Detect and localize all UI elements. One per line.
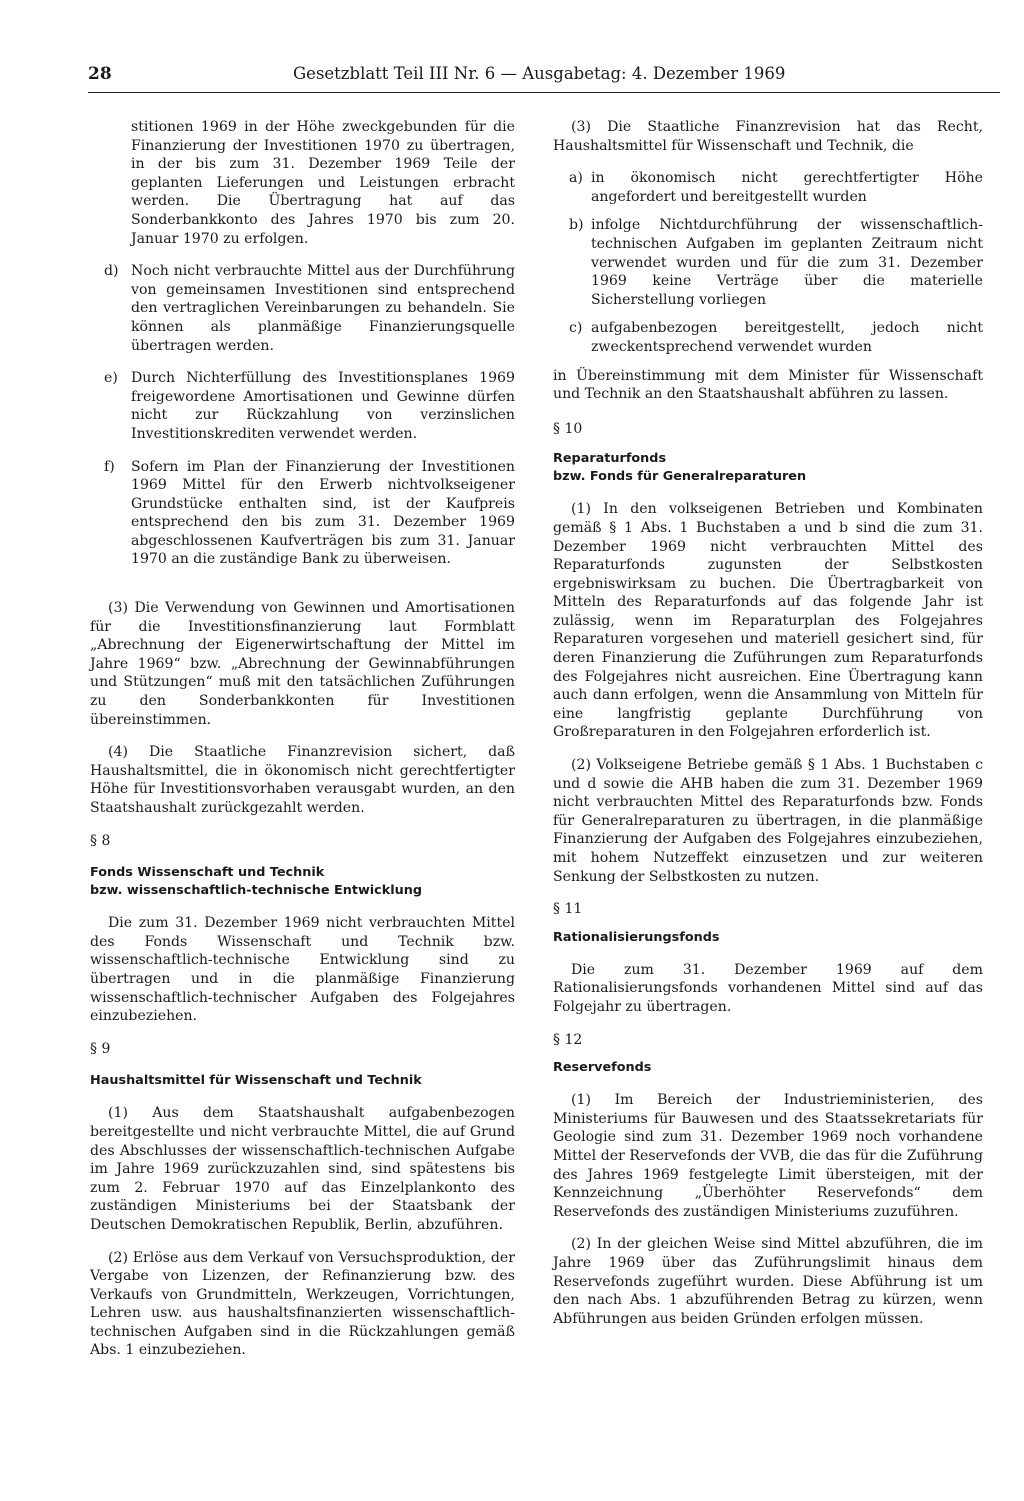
section-8-title [90,864,515,900]
section-8-title-line-1: Fonds Wissenschaft und Technik [90,865,325,881]
section-12-paragraph-2: (2) In der gleichen Weise sind Mittel abzuführen, die im Jahre 1969 über das Zuführungslimit hinaus dem Reservefonds zugeführt wurden. Diese Abführung ist um den nach Abs. 1 abzuführenden Betrag zu kürzen, wenn Abführungen aus beiden Gründen erfolgen müssen. [553,1236,983,1327]
item-c-continuation: stitionen 1969 in der Höhe zweckgebunden für die Finanzierung der Investitionen 1970 zu übertragen, in der bis zum 31. Dezember 1969 Teile der geplanten Lieferungen und Leistungen erbracht werden. Die Übertragung hat auf das Sonderbankkonto des Jahres 1970 bis zum 20. Januar 1970 zu erfolgen. [131,119,515,247]
list-item-a [553,169,983,206]
section-10-title-line-2: bzw. Fonds für Generalreparaturen [553,469,807,485]
section-10-title-line-1: Reparaturfonds [553,451,667,467]
left-column [90,118,515,1374]
list-item-e [90,369,515,443]
section-11-paragraph: Die zum 31. Dezember 1969 auf dem Rationalisierungsfonds vorhandenen Mittel sind auf das Folgejahr zu übertragen. [553,961,983,1015]
item-label: a) [569,170,583,187]
section-9-number: § 9 [90,1040,111,1057]
section-9-paragraph-1: (1) Aus dem Staatshaushalt aufgabenbezogen bereitgestellte und nicht verbrauchte Mittel, die auf Grund des Abschlusses der wissenschaftlich-technischen Aufgabe im Jahre 1969 zurückzuzahlen sind, sind spätestens bis zum 2. Februar 1970 auf das Einzelplankonto des zuständigen Ministeriums bei der Staatsbank der Deutschen Demokratischen Republik, Berlin, abzuführen. [90,1105,515,1233]
section-10-title [553,450,983,486]
item-text: aufgabenbezogen bereitgestellt, jedoch nicht zweckentsprechend verwendet wurden [591,320,983,355]
item-text: Sofern im Plan der Finanzierung der Investitionen 1969 Mittel für den Erwerb nichtvolkseigener Grundstücke enthalten sind, ist der Kaufpreis entsprechend den bis zum 31. Dezember 1969 abgeschlossenen Kaufverträgen bis zum 31. Januar 1970 an die zuständige Bank zu überweisen. [131,458,515,568]
item-text: Noch nicht verbrauchte Mittel aus der Durchführung von gemeinsamen Investitionen sind entsprechend den vertraglichen Vereinbarungen zu behandeln. Sie können als planmäßige Finanzierungsquelle übertragen werden. [131,263,515,354]
list-item-b [553,216,983,309]
item-label: b) [569,217,584,234]
running-head: Gesetzblatt Teil III Nr. 6 — Ausgabetag: 4. Dezember 1969 [293,64,786,83]
section-10-number: § 10 [553,420,583,437]
item-label: c) [569,320,583,337]
section-12-paragraph-1: (1) Im Bereich der Industrieministerien, des Ministeriums für Bauwesen und des Staatssekretariats für Geologie sind zum 31. Dezember 1969 noch vorhandene Mittel der Reservefonds der VVB, die das für die Zuführung des Jahres 1969 festgelegte Limit übersteigen, mit der Kennzeichnung „Überhöhter Reservefonds“ dem Reservefonds des zuständigen Ministeriums zuzuführen. [553,1092,983,1220]
section-12-title: Reservefonds [553,1060,652,1076]
section-9-paragraph-2: (2) Erlöse aus dem Verkauf von Versuchsproduktion, der Vergabe von Lizenzen, der Refinanzierung bzw. des Verkaufs von Grundmitteln, Werkzeugen, Vorrichtungen, Lehren usw. aus haushaltsfinanzierten wissenschaftlich-technischen Aufgaben sind in die Rückzahlungen gemäß Abs. 1 einzubeziehen. [90,1249,515,1359]
right-column [553,118,983,1342]
list-item-f [90,458,515,570]
page-number: 28 [88,64,112,84]
item-text: in ökonomisch nicht gerechtfertigter Höhe angefordert und bereitgestellt wurden [591,170,983,205]
item-label: f) [104,458,115,475]
section-9-title: Haushaltsmittel für Wissenschaft und Technik [90,1073,422,1089]
paragraph-3: (3) Die Verwendung von Gewinnen und Amortisationen für die Investitionsfinanzierung laut Formblatt „Abrechnung der Eigenerwirtschaftung der Mittel im Jahre 1969“ bzw. „Abrechnung der Gewinnabführungen und Stützungen“ muß mit den tatsächlichen Zuführungen zu den Sonderbankkonten für Investitionen übereinstimmen. [90,600,515,728]
section-12-number: § 12 [553,1031,583,1048]
header-rule [88,92,1000,93]
item-text: infolge Nichtdurchführung der wissenschaftlich-technischen Aufgaben im geplanten Zeitraum nicht verwendet wurden und für die zum 31. Dezember 1969 keine Verträge über die materielle Sicherstellung vorliegen [591,217,983,308]
list-item-c [553,319,983,356]
section-8-paragraph: Die zum 31. Dezember 1969 nicht verbrauchten Mittel des Fonds Wissenschaft und Technik bzw. wissenschaftlich-technische Entwicklung sind zu übertragen und in die planmäßige Finanzierung wissenschaftlich-technischer Aufgaben des Folgejahres einzubeziehen. [90,915,515,1025]
section-11-number: § 11 [553,901,583,918]
item-label: e) [104,370,118,387]
item-text: Durch Nichterfüllung des Investitionsplanes 1969 freigewordene Amortisationen und Gewinne dürfen nicht zur Rückzahlung von verzinslichen Investitionskrediten verwendet werden. [131,370,515,442]
paragraph-3-intro: (3) Die Staatliche Finanzrevision hat das Recht, Haushaltsmittel für Wissenschaft und Technik, die [553,119,983,154]
paragraph-4: (4) Die Staatliche Finanzrevision sichert, daß Haushaltsmittel, die in ökonomisch nicht gerechtfertigter Höhe für Investitionsvorhaben verausgabt wurden, an den Staatshaushalt zurückgezahlt werden. [90,744,515,816]
section-8-number: § 8 [90,832,111,849]
list-item-d [90,262,515,355]
item-label: d) [104,263,119,280]
section-11-title: Rationalisierungsfonds [553,929,720,945]
section-10-paragraph-1: (1) In den volkseigenen Betrieben und Kombinaten gemäß § 1 Abs. 1 Buchstaben a und b sind die zum 31. Dezember 1969 nicht verbrauchten Mittel des Reparaturfonds zugunsten der Selbstkosten ergebniswirksam zu buchen. Die Übertragbarkeit von Mitteln des Reparaturfonds auf das folgende Jahr ist zulässig, wenn im Reparaturplan des Folgejahres Reparaturen vorgesehen und materiell gesichert sind, für deren Finanzierung die Zuführungen zum Reparaturfonds des Folgejahres nicht ausreichen. Eine Übertragung kann auch dann erfolgen, wenn die Ansammlung von Mitteln für eine langfristig geplante Durchführung von Großreparaturen in den Folgejahren erforderlich ist. [553,501,983,741]
paragraph-3-outro: in Übereinstimmung mit dem Minister für Wissenschaft und Technik an den Staatshaushalt abführen zu lassen. [553,367,983,403]
section-8-title-line-2: bzw. wissenschaftlich-technische Entwicklung [90,883,423,899]
section-10-paragraph-2: (2) Volkseigene Betriebe gemäß § 1 Abs. 1 Buchstaben c und d sowie die AHB haben die zum 31. Dezember 1969 nicht verbrauchten Mittel des Reparaturfonds bzw. Fonds für Generalreparaturen zu übertragen, in die planmäßige Finanzierung der Aufgaben des Folgejahres einzubeziehen, mit hohem Nutzeffekt einzusetzen und zur weiteren Senkung der Selbstkosten zu nutzen. [553,757,983,885]
page-header [88,64,998,92]
